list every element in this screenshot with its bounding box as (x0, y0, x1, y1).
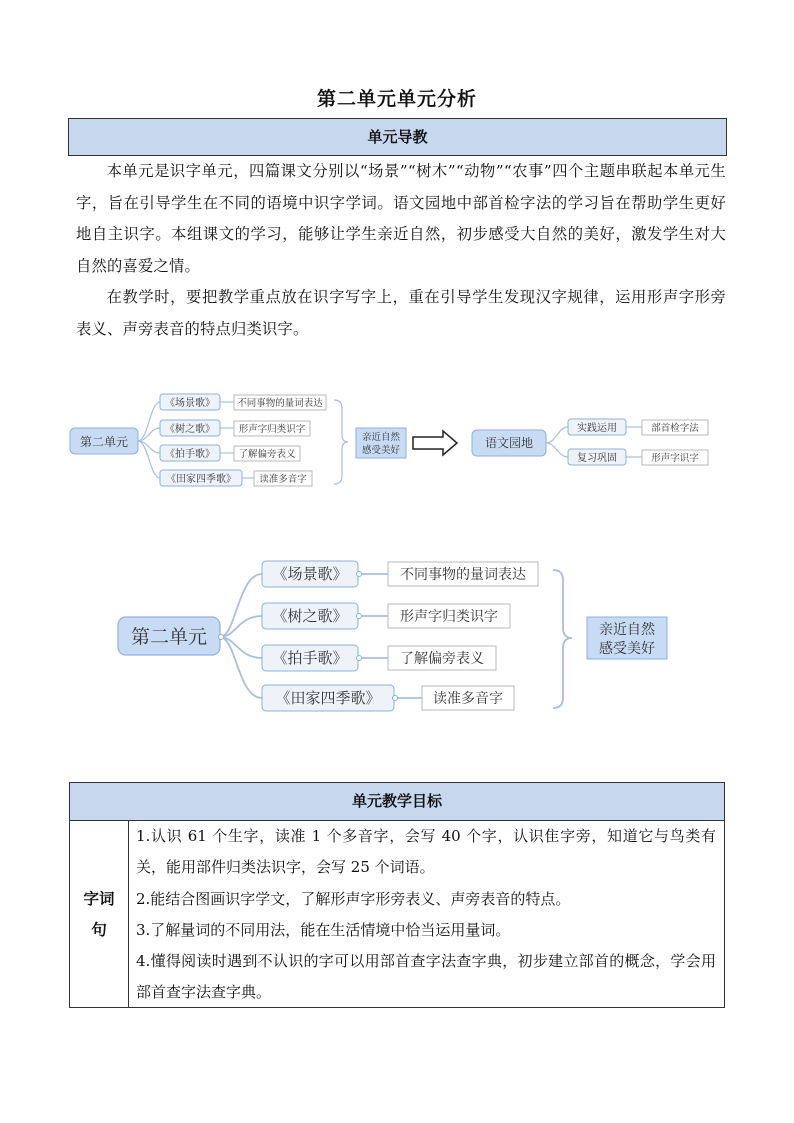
mindmap-small-garden-point-2: 形声字识字 (651, 453, 699, 464)
guide-paragraph-2: 在教学时，要把教学重点放在识字写字上，重在引导学生发现汉字规律，运用形声字形旁表义、声旁表音的特点归类识字。 (76, 288, 726, 338)
goals-table (69, 782, 725, 1008)
mindmap-small-lesson-2: 《树之歌》 (165, 424, 215, 435)
mindmap-large-summary-line2: 感受美好 (599, 641, 655, 657)
goals-content (136, 821, 716, 1007)
mindmap-small-points (234, 395, 326, 486)
mindmap-large-point-3: 了解偏旁表义 (400, 651, 484, 667)
mindmap-large-lesson-4: 《田家四季歌》 (275, 689, 381, 707)
mindmap-small-lesson-1: 《场景歌》 (165, 398, 215, 409)
mindmap-small-point-3: 了解偏旁表义 (238, 449, 296, 460)
mindmap-large-lessons (262, 561, 394, 711)
mindmap-large-point-1: 不同事物的量词表达 (400, 567, 526, 583)
mindmap-large-lesson-1: 《场景歌》 (272, 565, 348, 583)
mindmap-small-garden-point-1: 部首检字法 (651, 423, 699, 434)
mindmap-large-lesson-3: 《拍手歌》 (272, 649, 348, 667)
mindmap-small-lessons (160, 394, 242, 486)
page-title: 第二单元单元分析 (316, 88, 477, 110)
goals-category-cell (70, 821, 129, 1007)
mindmap-large-bracket (553, 570, 572, 708)
mindmap-large-root-label: 第二单元 (130, 626, 208, 648)
mindmap-small-garden-item-1: 实践运用 (577, 423, 617, 434)
mindmap-large (0, 540, 794, 730)
mindmap-small-summary-line1: 亲近自然 (361, 432, 401, 443)
goal-item-3: 3.了解量词的不同用法，能在生活情境中恰当运用量词。 (136, 920, 511, 939)
mindmap-large-point-4: 读准多音字 (433, 691, 503, 707)
goals-header: 单元教学目标 (70, 783, 724, 821)
goal-item-1: 1.认识 61 个生字，读准 1 个多音字，会写 40 个字，认识隹字旁，知道它与鸟类有关，能用部件归类法识字，会写 25 个词语。 (136, 827, 716, 877)
mindmap-small-lesson-3: 《拍手歌》 (165, 449, 215, 460)
mindmap-large-summary-line1: 亲近自然 (599, 622, 655, 638)
mindmap-large-root-handle (219, 635, 224, 640)
mindmap-large-point-2: 形声字归类识字 (400, 609, 498, 625)
mindmap-small-point-2: 形声字归类识字 (238, 424, 306, 435)
mindmap-small-point-4: 读准多音字 (259, 474, 307, 485)
mindmap-large-points (388, 562, 538, 710)
goals-category: 字词句 (83, 889, 115, 939)
guide-paragraph-1: 本单元是识字单元，四篇课文分别以“场景”“树木”“动物”“农事”四个主题串联起本单元生字，旨在引导学生在不同的语境中识字学词。语文园地中部首检字法的学习旨在帮助学生更好地自主识字。本组课文的学习，能够让学生亲近自然，初步感受大自然的美好，激发学生对大自然的喜爱之情。 (76, 162, 726, 275)
mindmap-small-point-1: 不同事物的量词表达 (237, 398, 323, 409)
mindmap-large-branches (220, 574, 422, 698)
right-arrow-icon (413, 431, 457, 455)
mindmap-large-lesson-handles (357, 572, 398, 701)
mindmap-small-lesson-4: 《田家四季歌》 (166, 474, 236, 485)
goal-item-4: 4.懂得阅读时遇到不认识的字可以用部首查字法查字典，初步建立部首的概念，学会用部首查字法查字典。 (136, 952, 716, 1002)
mindmap-large-lesson-2: 《树之歌》 (272, 607, 348, 625)
mindmap-small-bracket (334, 400, 348, 484)
mindmap-small-garden-item-2: 复习巩固 (577, 453, 617, 464)
mindmap-small-root-label: 第二单元 (79, 435, 129, 449)
mindmap-small (0, 380, 794, 510)
unit-guide-header: 单元导教 (68, 118, 727, 156)
mindmap-small-garden-label: 语文园地 (484, 436, 534, 450)
goal-item-2: 2.能结合图画识字学文，了解形声字形旁表义、声旁表音的特点。 (136, 889, 571, 908)
mindmap-small-summary-line2: 感受美好 (361, 445, 401, 456)
